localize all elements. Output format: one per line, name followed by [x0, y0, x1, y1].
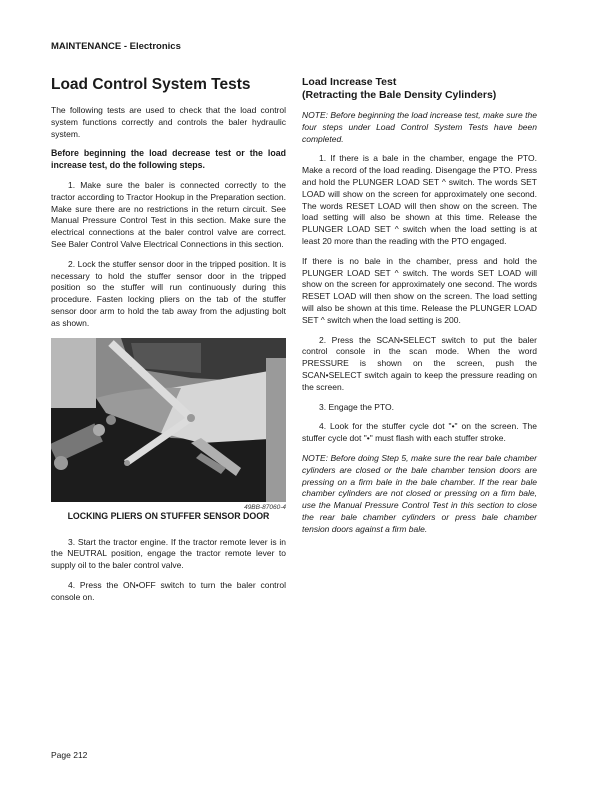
figure-caption: LOCKING PLIERS ON STUFFER SENSOR DOOR: [67, 510, 270, 521]
section-title: [302, 76, 537, 102]
right-column: [302, 76, 537, 544]
page-title: Load Control System Tests: [51, 76, 251, 93]
increase-step-3: 3. Engage the PTO.: [319, 401, 394, 412]
section-title-line-2: (Retracting the Bale Density Cylinders): [302, 89, 497, 101]
intro-paragraph: The following tests are used to check that the load control system functions correctly and controls the baler hydraulic system.: [51, 105, 286, 139]
increase-step-1-alt: If there is no bale in the chamber, press and hold the PLUNGER LOAD SET ^ switch. The words SET LOAD will show on the screen for approximately one second. The words RESET LOAD will then show on the screen. The load setting will also be shown at this time. Release the PLUNGER LOAD SET ^ switch when the load setting is 200.: [302, 255, 537, 325]
page-number: Page 212: [51, 750, 88, 760]
stuffer-sensor-door-photo: [51, 338, 286, 502]
section-header: MAINTENANCE - Electronics: [51, 41, 181, 52]
step-1: 1. Make sure the baler is connected correctly to the tractor according to Tractor Hookup in the Preparation section. Make sure there are no restrictions in the return circuit. See Manual Pressure Control Test in this section. Make sure the electrical connections at the baler control valve are correct. See Baler Control Valve Electrical Connections in this section.: [51, 179, 286, 249]
figure-code: 49BB-87060-4: [244, 503, 286, 511]
section-title-line-1: Load Increase Test: [302, 76, 397, 88]
step-3: 3. Start the tractor engine. If the tractor remote lever is in the NEUTRAL position, engage the tractor remote lever to supply oil to the baler control valve.: [51, 536, 286, 571]
note-step-5: NOTE: Before doing Step 5, make sure the rear bale chamber cylinders are closed or the bale chamber tension doors are pressing on a firm bale in the bale chamber. If the rear bale chamber cylinders are not closed or pressing on a firm bale, use the Manual Pressure Control Test in this section to close the rear bale chamber cylinders or press bale chamber tension doors against a firm bale.: [302, 452, 537, 534]
prereq-heading: Before beginning the load decrease test or the load increase test, do the following steps.: [51, 148, 286, 171]
locking-pliers-photo-illustration: [51, 338, 286, 502]
step-2: 2. Lock the stuffer sensor door in the tripped position. It is necessary to hold the stuffer sensor door in the tripped position so the stuffer will run continuously during this procedure. Fasten locking pliers on the tab of the stuffer sensor door arm to hold the tab away from the adjusting bolt as shown.: [51, 258, 286, 328]
step-4: 4. Press the ON•OFF switch to turn the baler control console on.: [51, 579, 286, 602]
note-prereq: NOTE: Before beginning the load increase test, make sure the four steps under Load Control System Tests have been completed.: [302, 110, 537, 144]
left-column: [51, 76, 286, 612]
increase-step-2: 2. Press the SCAN•SELECT switch to put the baler control console in the scan mode. When the word PRESSURE is shown on the screen, push the SCAN•SELECT switch again to keep the pressure reading on the screen.: [302, 334, 537, 392]
increase-step-4: 4. Look for the stuffer cycle dot "•" on the screen. The stuffer cycle dot "•" must flash with each stuffer stroke.: [302, 421, 537, 444]
increase-step-1: 1. If there is a bale in the chamber, engage the PTO. Make a record of the load reading. Disengage the PTO. Press and hold the PLUNGER LOAD SET ^ switch. The words SET LOAD will show on the screen for approximately one second. The words RESET LOAD will then show on the screen. The load setting will also be shown at this time. Release the PLUNGER LOAD SET ^ switch when the load setting is at least 20 more than the reading with the PTO engaged.: [302, 153, 537, 246]
